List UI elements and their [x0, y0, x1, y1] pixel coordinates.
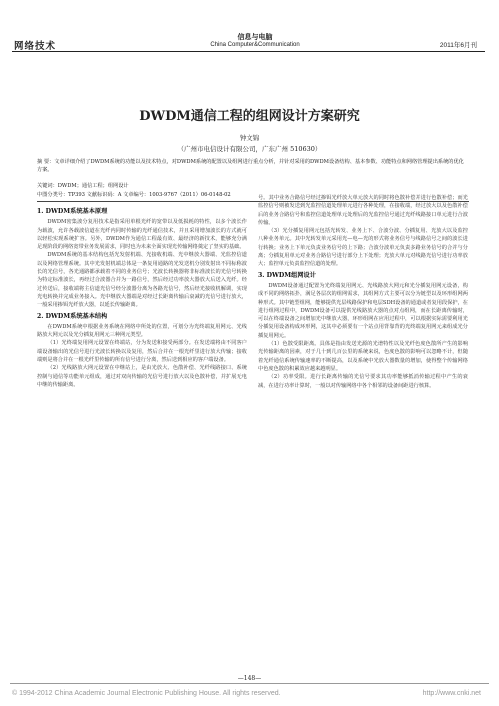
- body-paragraph: （1）色散受限距离。具体是指由发送光源的光谱特性以及光纤色度色散所产生的影响光传输距离的因素，对于几十到几百公里的系统来说，色度色散的影响可以忽略不计，但随着光纤通信系统传输速率的不断提高，以及系统中光放大器数量的增加，使得整个传输网络中色度色散的积累效应越来越明显。: [258, 341, 468, 372]
- abstract: 摘 要：文章详细介绍了DWDM系统的功能以及技术特点，对DWDM系统的配置以及组网进行重点分析，并针对采用的DWDM设备结构、基本参数、功能特点和网络管理提出系统的优化方案。: [37, 159, 464, 173]
- issue-date: 2011年6月刊: [439, 42, 477, 49]
- section-heading: 2. DWDM系统基本结构: [37, 312, 108, 320]
- journal-masthead: [195, 32, 315, 48]
- header-rule: [12, 51, 485, 52]
- copyright-notice: © 1994-2012 China Academic Journal Electronic Publishing House. All rights reserved.: [12, 690, 281, 697]
- section-heading: 3. DWDM组网设计: [258, 271, 316, 279]
- section-heading: 1. DWDM系统基本原理: [37, 208, 108, 215]
- left-column: [37, 205, 247, 389]
- footer-rule: [10, 683, 489, 684]
- body-paragraph: 号。其中业务合路信号经过掺铒光纤放大单元放大的同时将色散补偿并进行色散补偿；而光监控信号则被发送到光监控信道处理单元进行各种处理，在接收端，经过放大以及色散补偿后的业务合路信号和监控信道处理单元处理后的光监控信号通过光纤线路接口单元进行合波传输。: [258, 195, 468, 226]
- body-paragraph: （3）光分插复用网元包括光转发、业务上下、合波分波、分插复用、光放大以及监控八种业务单元。其中光转发单元采用光—电—光的形式将业务信号与线路信号之间的波长进行转换；业务上下单元负责业务信号的上下路；合波分波单元负责多路业务信号的合并与分离；分插复用单元对业务合路信号进行部分上下处理；光放大单元对线路光信号进行功率放大；监控单元负责监控信道的处理。: [258, 228, 468, 268]
- body-paragraph: 在DWDM系统中根据业务系统在网络中所处的位置，可划分为光终端复用网元、光线路放大网元以及光分插复用网元三种网元类型。: [37, 323, 247, 339]
- body-paragraph: DWDM系统的基本结构包括光发射机端、光接收机端、光中继放大器端、光监控信道以及网络管理系统。其中光发射机端总体是一条复用通路的光发送机分别发射出不同标称波长的光信号，各光通路都承载着不同的业务信号；光波长转换器将非标准波长的光信号转换为特定标准波长，再经过合波器合并为一路信号，然后经过功率放大器放大后送入光纤。经过传送后，接收端将主信道光信号经分波器分离为各路光信号，然后经光接收机解调，实现光电转换并完成业务接入。光中继放大器端是对经过长距离传输后衰减的光信号进行放大，一般采用掺铒光纤放大器，以延长传输距离。: [37, 252, 247, 309]
- page-number: —148—: [237, 675, 262, 682]
- right-column: [258, 194, 468, 390]
- body-paragraph: （1）光终端复用网元设置在终端站，分为发送和接受两部分。在发送端将由不同客户端设备输出的光信号进行光波长转换以及复用，然后合并在一根光纤里进行放大传输；接收端则是将合并在一根光纤里传输的所有信号进行分离，然后送到相应的客户端设备。: [37, 340, 247, 364]
- body-paragraph: DWDM设备通过配置为光终端复用网元、光线路放大网元和光分插复用网元设备，构成不同的网络拓扑，满足各层次的组网需求，其组网方式主要可以分为链型以及环形组网两种形式。其中链型组网，能够提供光层线路保护和电层SDH设备的通道或者复用段保护，在进行组网过程中，DWDM设备可以提供光线路放大器的点对点组网，而在长距离传输时，可以在终端设备之间增加光中继放大器，环形组网在应用过程中，可以根据实际需要利用光分插复用设备构成环形网，这其中必须要有一个站点用背靠背的光终端复用网元来组成光分插复用网元。: [258, 282, 468, 339]
- author-name: 钟文锦: [239, 134, 260, 142]
- article-title: DWDM通信工程的组网设计方案研究: [139, 109, 360, 124]
- body-paragraph: （2）光线路放大网元设置在中继站上，是由光放大、色散补偿、光纤线路接口、系统控制与通信等功能单元组成，通过对双向传输的光信号进行放大以及色散补偿，并扩展无电中继的传输距离。: [37, 365, 247, 388]
- body-paragraph: （2）功率受限。进行长距离传输的光信号要求其功率能够抵消传输过程中产生的衰减，在进行功率计算时，一般以对传输网络中各个相邻的设备间距进行核算。: [258, 374, 468, 389]
- classification-line: 中图分类号：TP393 文献标识码：A 文章编号：1003-9767（2011）06-0148-02: [37, 192, 231, 198]
- journal-name-en: China Computer&Communication: [210, 42, 300, 48]
- body-paragraph: DWDM密集波分复用技术是指采用单根光纤的宽带以及低损耗的特性，以多个波长作为载波，允许各载波信道在光纤内同时传输的光纤通信技术，并且采用增加波长的方式就可以轻松实现系统扩容。另外，DWDM作为通信工程最有效、最经济的新技术，能够充分满足现阶段的网络宽带业务发展需求，同时也为未来全面实现光传输网络奠定了坚实的基础。: [37, 219, 247, 251]
- footer-url[interactable]: http://www.cnki.net: [422, 690, 481, 697]
- header-section-label: 网络技术: [14, 41, 57, 52]
- journal-name-cn: 信息与电脑: [237, 33, 273, 41]
- author-affiliation: （广州市电信设计有限公司，广东广州 510630）: [177, 145, 322, 153]
- keywords: 关键词：DWDM；通信工程；组网设计: [37, 183, 129, 189]
